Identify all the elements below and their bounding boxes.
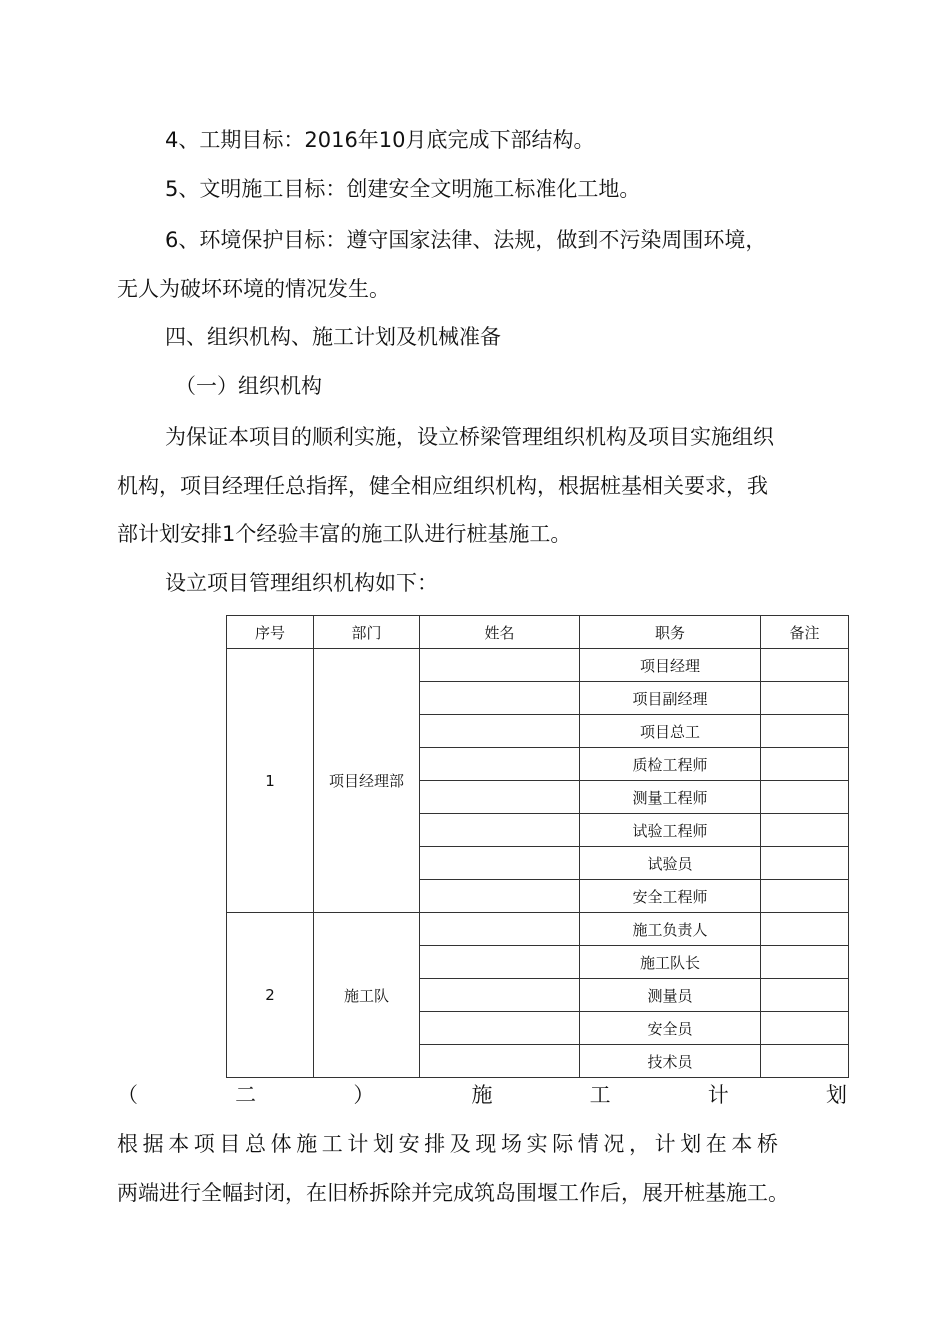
organization-paragraph-line3: 部计划安排1个经验丰富的施工队进行桩基施工。 xyxy=(117,522,572,546)
position-cell: 质检工程师 xyxy=(580,748,761,781)
position-cell: 项目副经理 xyxy=(580,682,761,715)
position-cell: 安全工程师 xyxy=(580,880,761,913)
group-department: 施工队 xyxy=(314,913,420,1078)
schedule-goal: 4、工期目标：2016年10月底完成下部结构。 xyxy=(165,128,595,152)
position-cell: 测量工程师 xyxy=(580,781,761,814)
name-cell xyxy=(420,814,580,847)
heading-char: 计 xyxy=(707,1083,729,1107)
name-cell xyxy=(420,649,580,682)
subsection-heading-organization: （一）组织机构 xyxy=(175,374,322,398)
name-cell xyxy=(420,880,580,913)
position-cell: 施工队长 xyxy=(580,946,761,979)
header-department: 部门 xyxy=(314,616,420,649)
remarks-cell xyxy=(761,847,849,880)
organization-table xyxy=(226,615,849,1078)
group-department: 项目经理部 xyxy=(314,649,420,913)
name-cell xyxy=(420,913,580,946)
remarks-cell xyxy=(761,1012,849,1045)
name-cell xyxy=(420,1045,580,1078)
civilized-construction-goal: 5、文明施工目标：创建安全文明施工标准化工地。 xyxy=(165,177,641,201)
table-row xyxy=(227,649,849,682)
environment-goal-line1: 6、环境保护目标：遵守国家法律、法规，做到不污染周围环境， xyxy=(165,228,767,252)
plan-paragraph-line2: 两端进行全幅封闭，在旧桥拆除并完成筑岛围堰工作后，展开桩基施工。 xyxy=(117,1181,789,1205)
remarks-cell xyxy=(761,649,849,682)
header-position: 职务 xyxy=(580,616,761,649)
heading-char: （ xyxy=(117,1083,138,1107)
name-cell xyxy=(420,748,580,781)
remarks-cell xyxy=(761,781,849,814)
environment-goal-line2: 无人为破坏环境的情况发生。 xyxy=(117,277,390,301)
organization-paragraph-line1: 为保证本项目的顺利实施，设立桥梁管理组织机构及项目实施组织 xyxy=(165,425,774,449)
group-index: 1 xyxy=(227,649,314,913)
remarks-cell xyxy=(761,913,849,946)
position-cell: 技术员 xyxy=(580,1045,761,1078)
position-cell: 测量员 xyxy=(580,979,761,1012)
name-cell xyxy=(420,946,580,979)
table-header-row xyxy=(227,616,849,649)
group-index: 2 xyxy=(227,913,314,1078)
organization-intro: 设立项目管理组织机构如下： xyxy=(165,571,438,595)
remarks-cell xyxy=(761,682,849,715)
heading-char: 施 xyxy=(471,1083,493,1107)
name-cell xyxy=(420,715,580,748)
position-cell: 项目总工 xyxy=(580,715,761,748)
header-name: 姓名 xyxy=(420,616,580,649)
heading-char: ） xyxy=(353,1083,375,1107)
remarks-cell xyxy=(761,979,849,1012)
remarks-cell xyxy=(761,748,849,781)
name-cell xyxy=(420,682,580,715)
section-heading-4: 四、组织机构、施工计划及机械准备 xyxy=(165,325,501,349)
position-cell: 施工负责人 xyxy=(580,913,761,946)
position-cell: 试验员 xyxy=(580,847,761,880)
plan-paragraph-line1: 根据本项目总体施工计划安排及现场实际情况，计划在本桥 xyxy=(117,1132,783,1156)
position-cell: 试验工程师 xyxy=(580,814,761,847)
name-cell xyxy=(420,781,580,814)
name-cell xyxy=(420,979,580,1012)
heading-char: 划 xyxy=(825,1083,847,1107)
name-cell xyxy=(420,1012,580,1045)
organization-paragraph-line2: 机构，项目经理任总指挥，健全相应组织机构，根据桩基相关要求，我 xyxy=(117,474,768,498)
remarks-cell xyxy=(761,1045,849,1078)
remarks-cell xyxy=(761,814,849,847)
heading-char: 二 xyxy=(235,1083,257,1107)
position-cell: 项目经理 xyxy=(580,649,761,682)
header-index: 序号 xyxy=(227,616,314,649)
name-cell xyxy=(420,847,580,880)
remarks-cell xyxy=(761,946,849,979)
section-heading-plan xyxy=(117,1080,847,1110)
position-cell: 安全员 xyxy=(580,1012,761,1045)
remarks-cell xyxy=(761,880,849,913)
header-remarks: 备注 xyxy=(761,616,849,649)
table-row xyxy=(227,913,849,946)
remarks-cell xyxy=(761,715,849,748)
heading-char: 工 xyxy=(589,1083,611,1107)
